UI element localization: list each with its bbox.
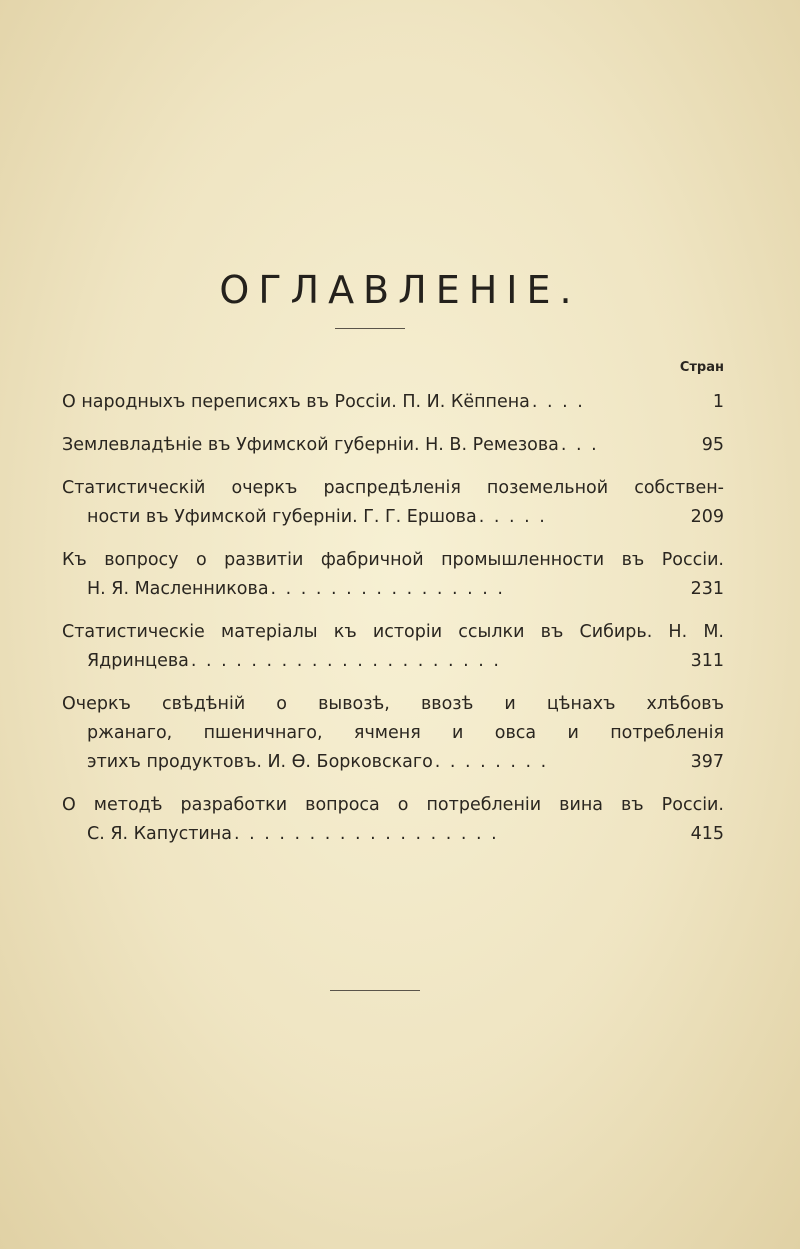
toc-entry-text: С. Я. Капустина [87,824,232,844]
toc-entry [62,431,724,460]
toc-entry [62,546,724,604]
toc-leader-dots: . . . . [531,392,585,412]
toc-entry [62,690,724,777]
toc-entry-text: ности въ Уфимской губерніи. Г. Г. Ершова [87,507,477,527]
toc-entry-last-line [62,820,724,849]
end-divider [330,990,420,991]
toc-page-number: 95 [701,435,724,455]
toc-page-number: 1 [712,392,724,412]
toc-entry-last-line [62,503,724,532]
toc-page-number: 231 [690,579,724,599]
toc-leader-dots: . . . . . . . . [434,752,549,772]
toc-entry-text: этихъ продуктовъ. И. Ѳ. Борковскаго [87,752,433,772]
toc-entry [62,474,724,532]
toc-page-number: 415 [690,824,724,844]
toc-entry-last-line [62,748,724,777]
page-title: ОГЛАВЛЕНІЕ. [219,268,581,312]
toc-entry-text: Землевладѣніе въ Уфимской губерніи. Н. В. Ремезова [62,435,559,455]
toc-leader-dots: . . . . . [478,507,547,527]
toc-entry-line: Статистическій очеркъ распредѣленія поземельной собствен- [62,478,724,498]
toc-entry-line: О методѣ разработки вопроса о потребленіи вина въ Россіи. [62,795,724,815]
page-column-header: Стран [679,360,724,375]
toc-entry-text: О народныхъ переписяхъ въ Россіи. П. И. Кёппена [62,392,530,412]
toc-entry [62,618,724,676]
toc-entry-last-line [62,431,724,460]
toc-entry-text: Н. Я. Масленникова [87,579,269,599]
toc-entry-last-line [62,388,724,417]
toc-entry-text: Ядринцева [87,651,189,671]
toc-entry-line: Къ вопросу о развитіи фабричной промышленности въ Россіи. [62,550,724,570]
toc-leader-dots: . . . . . . . . . . . . . . . . . . . . . [190,651,501,671]
toc-leader-dots: . . . . . . . . . . . . . . . . [270,579,505,599]
title-divider [335,328,405,329]
toc-entry-line: ржанаго, пшеничнаго, ячменя и овса и потребленія [87,723,724,743]
toc-leader-dots: . . . . . . . . . . . . . . . . . . [233,824,499,844]
toc-entry-last-line [62,647,724,676]
toc-entry [62,388,724,417]
toc-page-number: 209 [690,507,724,527]
toc-entry-last-line [62,575,724,604]
toc-leader-dots: . . . [560,435,599,455]
toc-page-number: 397 [690,752,724,772]
toc-page-number: 311 [690,651,724,671]
toc-entry-line: Очеркъ свѣдѣній о вывозѣ, ввозѣ и цѣнахъ хлѣбовъ [62,694,724,714]
toc-entry [62,791,724,849]
toc-entry-line: Статистическіе матеріалы къ исторіи ссылки въ Сибирь. Н. М. [62,622,724,642]
table-of-contents [62,388,724,863]
